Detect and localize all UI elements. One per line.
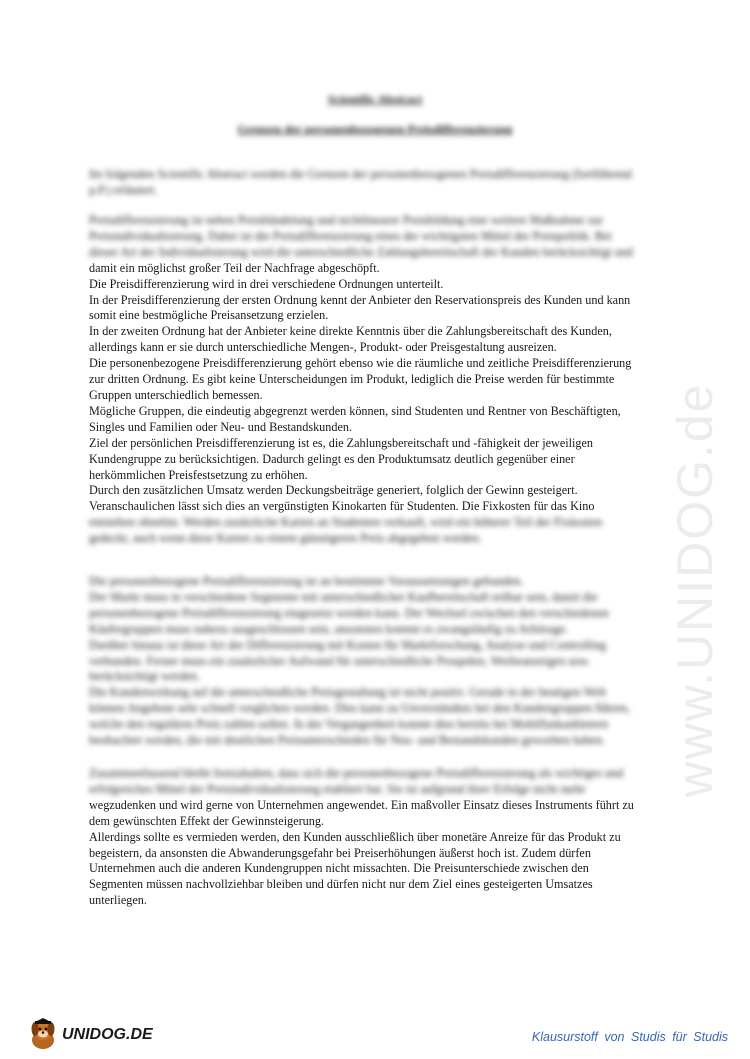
text-line: Allerdings sollte es vermieden werden, den Kunden ausschließlich über monetäre Anreize für das Produkt zu: [89, 829, 621, 844]
text-line: Zusammenfassend bleibt festzuhalten, dass sich die personenbezogene Preisdifferenzierung als wichtiges und: [89, 766, 624, 780]
text-line: welche den regulären Preis zahlen sollen. In der Vergangenheit konnte dies bereits bei Mobilfunkanbietern: [89, 717, 609, 732]
text-line: unterliegen.: [89, 893, 147, 908]
text-line: Gruppen unterschiedlich bemessen.: [89, 387, 263, 402]
closing-paragraph: [89, 766, 661, 909]
dog-icon: [26, 1018, 60, 1052]
text-line: Veranschaulichen lässt sich dies an vergünstigten Kinokarten für Studenten. Die Fixkosten für das Kino: [89, 499, 595, 514]
text-line: Die personenbezogene Preisdifferenzierung ist an bestimmte Voraussetzungen gebunden.: [89, 574, 524, 588]
text-line: Kundengruppe zu berücksichtigen. Dadurch gelingt es den Produktumsatz deutlich gegenüber einer: [89, 451, 575, 466]
watermark-text: www.UNIDOG.de: [667, 382, 723, 798]
text-line: In der zweiten Ordnung hat der Anbieter keine direkte Kenntnis über die Zahlungsbereitschaft des Kunden,: [89, 324, 612, 339]
text-line: können Angebote sehr schnell verglichen werden. Dies kann zu Unverständnis bei den Kundengruppen führen,: [89, 701, 630, 716]
text-line: erfolgreiches Mittel der Preisindividualisierung etabliert hat. Sie ist aufgrund ihrer Erfolge nicht mehr: [89, 781, 586, 796]
text-line: allerdings kann er sie durch unterschiedliche Mengen-, Produkt- oder Preisgestaltung ausreizen.: [89, 340, 557, 355]
text-line: Die Preisdifferenzierung wird in drei verschiedene Ordnungen unterteilt.: [89, 276, 444, 291]
footer-slogan: Klausurstoff von Studis für Studis: [531, 1030, 728, 1044]
text-line: begeistern, da ansonsten die Abwanderungsgefahr bei Preiserhöhungen äußerst hoch ist. Zudem dürfen: [89, 845, 591, 860]
text-line: damit ein möglichst großer Teil der Nachfrage abgeschöpft.: [89, 260, 380, 275]
text-line: zur dritten Ordnung. Es gibt keine Unterscheidungen im Produkt, lediglich die Preise werden für bestimmte: [89, 372, 615, 387]
text-line: Preisindividualisierung. Dabei ist die Preisdifferenzierung eines der wichtigsten Mittel der Preispolitik. Bei: [89, 228, 612, 243]
text-line: Die Kundenwirkung auf die unterschiedliche Preisgestaltung ist nicht positiv. Gerade in der heutigen Welt: [89, 685, 607, 700]
text-line: herkömmlichen Preisfestsetzung zu erhöhen.: [89, 467, 308, 482]
text-line: beobachtet werden, die mit deutlichen Preisunterschieden für Neu- und Bestandskunden geworben haben.: [89, 733, 606, 748]
text-line: Ziel der persönlichen Preisdifferenzierung ist es, die Zahlungsbereitschaft und -fähigkeit der jeweiligen: [89, 435, 594, 450]
intro-paragraph: [89, 167, 661, 199]
text-line: Durch den zusätzlichen Umsatz werden Deckungsbeiträge generiert, folglich der Gewinn gesteigert.: [89, 483, 578, 498]
text-line: Käufergruppen muss nahezu ausgeschlossen sein, ansonsten kommt es zwangsläufig zu Arbitrage.: [89, 621, 569, 636]
text-line: Der Markt muss in verschiedene Segmente mit unterschiedlicher Kaufbereitschaft teilbar sein, damit die: [89, 589, 598, 604]
text-line: dem gewünschten Effekt der Gewinnsteigerung.: [89, 813, 324, 828]
text-line: Im folgenden Scientific Abstract werden die Grenzen der personenbezogenen Preisdifferenzierung (fortführend: [89, 167, 632, 181]
text-line: entstehen ohnehin. Werden zusätzliche Karten an Studenten verkauft, wird ein höherer Teil der Fixkosten: [89, 515, 603, 530]
footer-logo[interactable]: [26, 1018, 153, 1052]
text-line: wegzudenken und wird gerne von Unternehmen angewendet. Ein maßvoller Einsatz dieses Instruments führt zu: [89, 797, 634, 812]
text-line: Segmenten müssen nachvollziehbar bleiben und dürfen nicht nur dem Ziel eines gesteigerten Umsatzes: [89, 877, 593, 892]
text-line: Die personenbezogene Preisdifferenzierung gehört ebenso wie die räumliche und zeitliche Preisdifferenzierung: [89, 356, 632, 371]
document-title: Scientific Abstract: [327, 92, 423, 106]
text-line: verbunden. Ferner muss ein zusätzlicher Aufwand für unterschiedliche Prospekte, Werbeanzeigen usw.: [89, 653, 591, 668]
conditions-paragraph: [89, 574, 661, 749]
text-line: gedeckt, auch wenn diese Karten zu einem günstigeren Preis abgegeben werden.: [89, 531, 482, 546]
text-line: Unternehmen auch die anderen Kundengruppen nicht missachten. Die Preisunterschiede zwischen den: [89, 861, 589, 876]
text-line: Darüber hinaus ist diese Art der Differenzierung mit Kosten für Marktforschung, Analyse und Controlling: [89, 637, 606, 652]
main-paragraph: [89, 213, 661, 547]
text-line: Singles und Familien oder Neu- und Bestandskunden.: [89, 419, 353, 434]
text-line: berücksichtigt werden.: [89, 669, 201, 684]
text-line: dieser Art der Individualisierung wird die unterschiedliche Zahlungsbereitschaft der Kunden berücksichtigt und: [89, 244, 633, 259]
text-line: personenbezogene Preisdifferenzierung eingesetzt werden kann. Der Wechsel zwischen den verschiedenen: [89, 605, 609, 620]
text-line: somit eine bestmögliche Preisansetzung erzielen.: [89, 308, 329, 323]
text-line: Preisdifferenzierung ist neben Preisbündelung und nichtlinearer Preisbildung eine weitere Maßnahme zur: [89, 213, 604, 227]
text-line: Mögliche Gruppen, die eindeutig abgegrenzt werden können, sind Studenten und Rentner von Beschäftigten,: [89, 403, 621, 418]
logo-text: UNIDOG.DE: [62, 1026, 153, 1043]
document-subtitle: Grenzen der personenbezogenen Preisdifferenzierung: [237, 122, 513, 136]
text-line: p.P.) erläutert.: [89, 182, 158, 197]
text-line: In der Preisdifferenzierung der ersten Ordnung kennt der Anbieter den Reservationspreis des Kunden und kann: [89, 292, 631, 307]
